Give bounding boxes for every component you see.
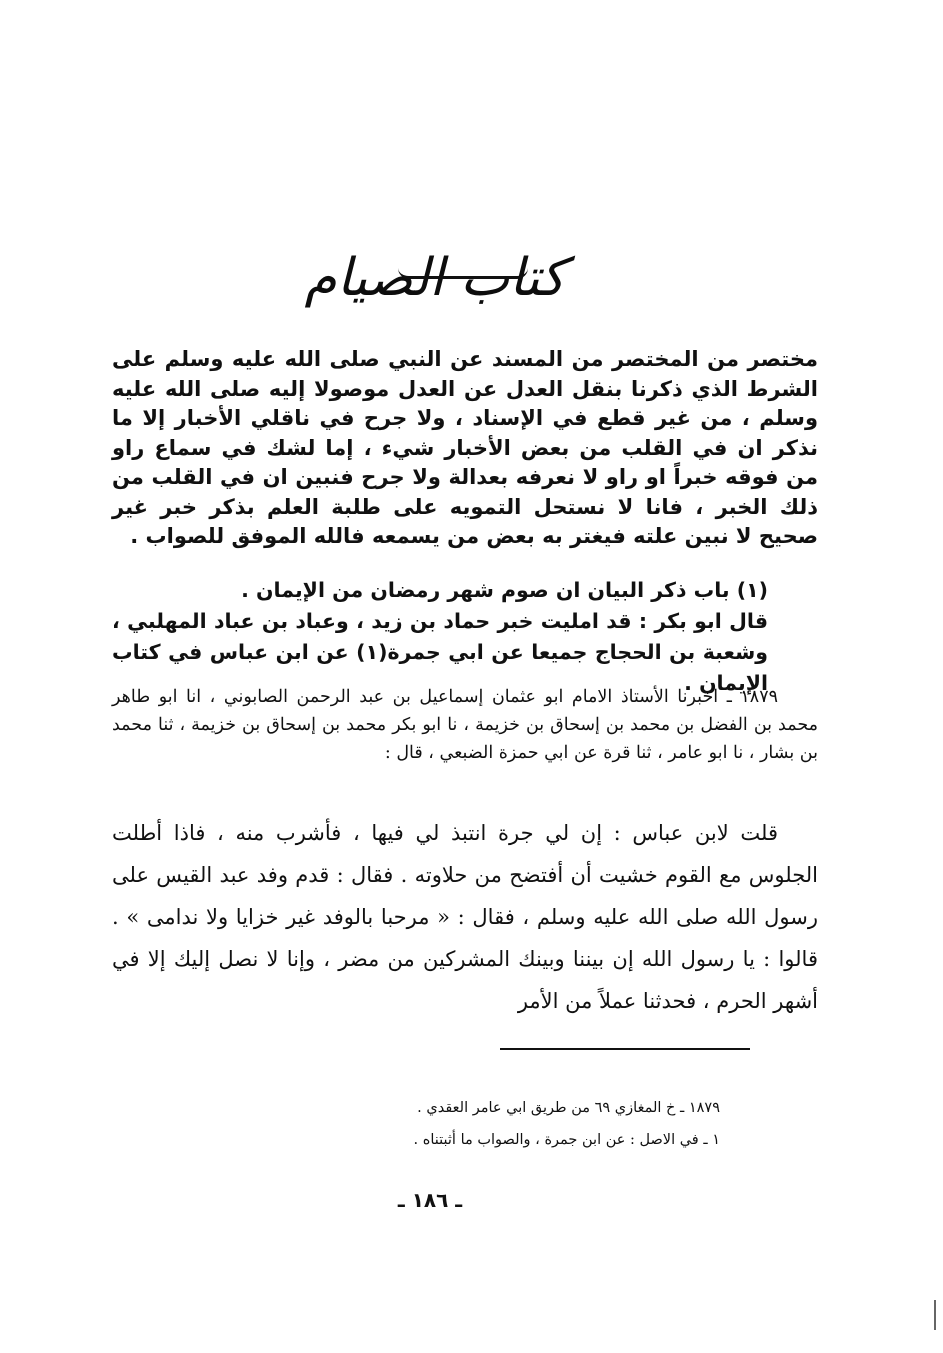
- footnote-item: ١٨٧٩ ـ خ المغازي ٦٩ من طريق ابي عامر العقدي .: [417, 1100, 720, 1116]
- isnad-text: ١٨٧٩ ـ اخبرنا الأستاذ الامام ابو عثمان إسماعيل بن عبد الرحمن الصابوني ، انا ابو طاهر محمد بن الفضل بن محمد بن إسحاق بن خزيمة ، نا ابو بكر محمد بن إسحاق بن خزيمة ، ثنا محمد بن بشار ، نا ابو عامر ، ثنا قرة عن ابي حمزة الضبعي ، قال :: [112, 687, 818, 763]
- footnote-item: ١ ـ في الاصل : عن ابن جمرة ، والصواب ما أثبتناه .: [413, 1132, 720, 1148]
- scan-edge-mark: [934, 1300, 936, 1330]
- intro-text: مختصر من المختصر من المسند عن النبي صلى الله عليه وسلم على الشرط الذي ذكرنا بنقل العدل عن العدل موصولا إليه صلى الله عليه وسلم ، من غير قطع في الإسناد ، ولا جرح في ناقلي الأخبار إلا ما نذكر ان في القلب من بعض الأخبار شيء ، إما لشك في سماع راو من فوقه خبراً او راو لا نعرفه بعدالة ولا جرح فنبين ان في القلب من ذلك الخبر ، فانا لا نستحل التمويه على طلبة العلم بذكر خبر غير صحيح لا نبين علته فيغتر به بعض من يسمعه فالله الموفق للصواب .: [112, 347, 818, 548]
- intro-paragraph: [112, 345, 818, 552]
- title-ornament: [398, 268, 528, 279]
- chapter-title: كتاب الصيام: [304, 248, 566, 308]
- isnad-paragraph: [112, 683, 818, 767]
- chapter-note: قال ابو بكر : قد امليت خبر حماد بن زيد ، وعباد بن عباد المهلبي ، وشعبة بن الحجاج جميعا عن ابي جمرة(١) عن ابن عباس في كتاب الإيمان .: [112, 609, 768, 695]
- page-number: ـ ١٨٦ ـ: [397, 1188, 463, 1212]
- footnotes: [300, 1092, 720, 1156]
- hadith-text: قلت لابن عباس : إن لي جرة انتبذ لي فيها ، فأشرب منه ، فاذا أطلت الجلوس مع القوم خشيت أن أفتضح من حلاوته . فقال : قدم وفد عبد القيس على رسول الله صلى الله عليه وسلم ، فقال : « مرحبا بالوفد غير خزايا ولا ندامى » . قالوا : يا رسول الله إن بيننا وبينك المشركين من مضر ، وإنا لا نصل إليك إلا في أشهر الحرم ، فحدثنا عملاً من الأمر: [112, 821, 818, 1013]
- chapter-heading: (١) باب ذكر البيان ان صوم شهر رمضان من الإيمان .: [241, 578, 768, 602]
- hadith-paragraph: [112, 812, 818, 1022]
- footnote-divider: [500, 1048, 750, 1050]
- chapter-section: [112, 575, 818, 699]
